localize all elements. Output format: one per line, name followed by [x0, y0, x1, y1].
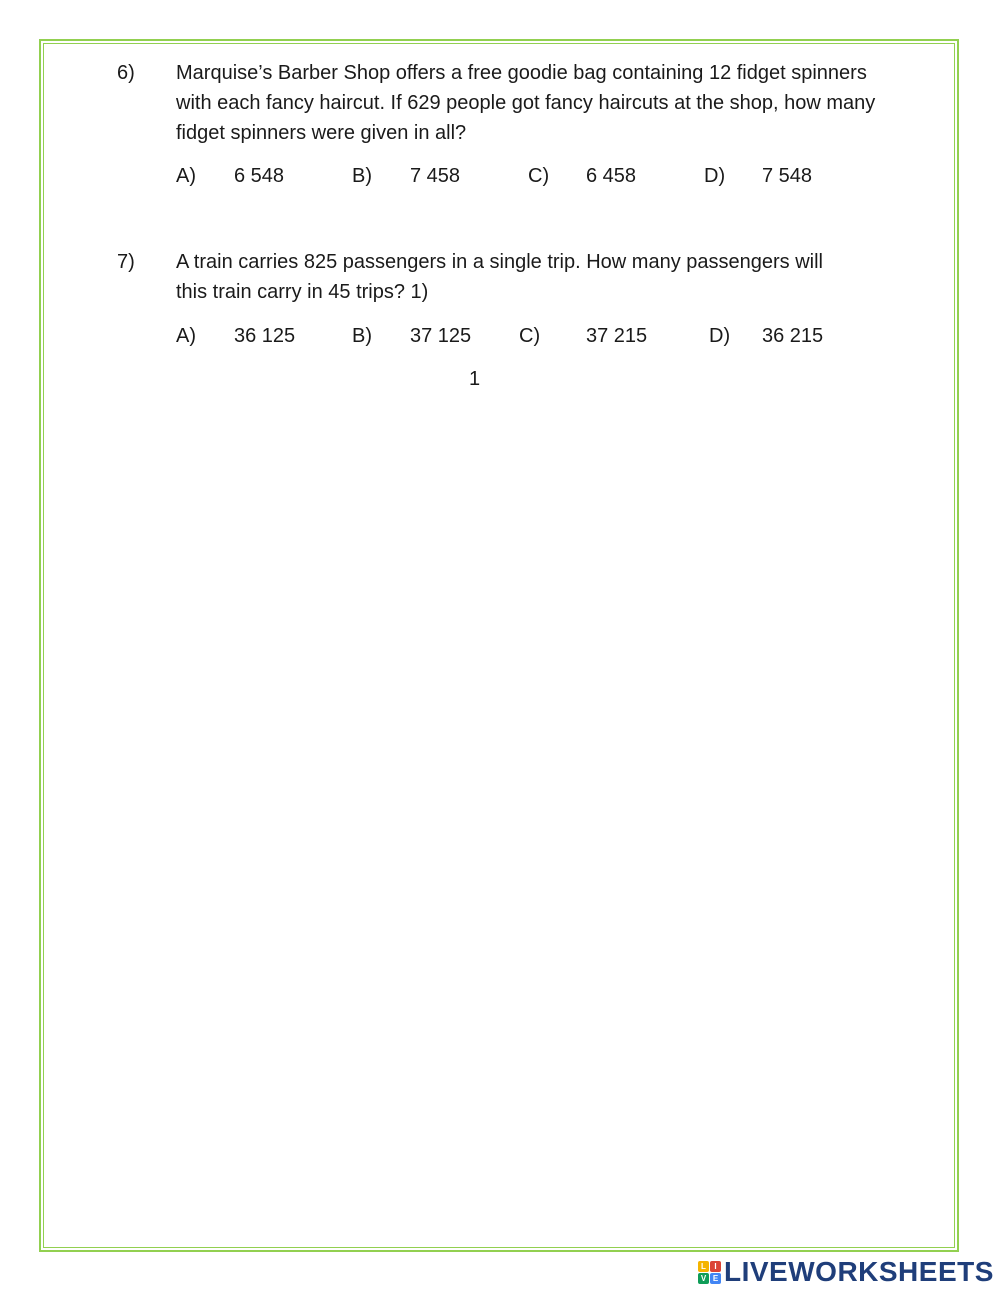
q6-option-c-value[interactable]: 6 458	[586, 165, 637, 187]
q6-option-b-value[interactable]: 7 458	[410, 165, 461, 187]
question-7-line-2: this train carry in 45 trips? 1)	[176, 281, 429, 303]
logo-letter-i: I	[710, 1261, 721, 1272]
question-7-line-1: A train carries 825 passengers in a single trip. How many passengers will	[176, 251, 823, 273]
logo-letter-l: L	[698, 1261, 709, 1272]
question-7-text	[176, 247, 823, 307]
question-6-text	[176, 58, 875, 148]
q6-option-c-letter[interactable]: C)	[528, 165, 550, 187]
q7-option-d-letter[interactable]: D)	[709, 325, 731, 347]
q7-option-a-letter[interactable]: A)	[176, 325, 196, 347]
question-6-line-1: Marquise’s Barber Shop offers a free goodie bag containing 12 fidget spinners	[176, 62, 867, 84]
q7-option-b-value[interactable]: 37 125	[410, 325, 472, 347]
page-border-inner	[43, 43, 955, 1248]
q7-option-c-value[interactable]: 37 215	[586, 325, 648, 347]
q7-option-b-letter[interactable]: B)	[352, 325, 372, 347]
q6-option-d-letter[interactable]: D)	[704, 165, 726, 187]
liveworksheets-brand	[698, 1254, 994, 1290]
q6-option-a-value[interactable]: 6 548	[234, 165, 285, 187]
question-6-line-2: with each fancy haircut. If 629 people got fancy haircuts at the shop, how many	[176, 92, 876, 114]
page-number: 1	[469, 368, 481, 390]
question-6-line-3: fidget spinners were given in all?	[176, 122, 467, 144]
question-6-number: 6)	[117, 62, 135, 84]
q6-option-d-value[interactable]: 7 548	[762, 165, 813, 187]
logo-letter-e: E	[710, 1273, 721, 1284]
liveworksheets-wordmark: LIVEWORKSHEETS	[724, 1256, 994, 1287]
logo-letter-v: V	[698, 1273, 709, 1284]
liveworksheets-logo-icon	[698, 1261, 721, 1284]
q6-option-b-letter[interactable]: B)	[352, 165, 372, 187]
question-7-number: 7)	[117, 251, 135, 273]
q7-option-c-letter[interactable]: C)	[519, 325, 541, 347]
q7-option-a-value[interactable]: 36 125	[234, 325, 296, 347]
q6-option-a-letter[interactable]: A)	[176, 165, 196, 187]
q7-option-d-value[interactable]: 36 215	[762, 325, 824, 347]
